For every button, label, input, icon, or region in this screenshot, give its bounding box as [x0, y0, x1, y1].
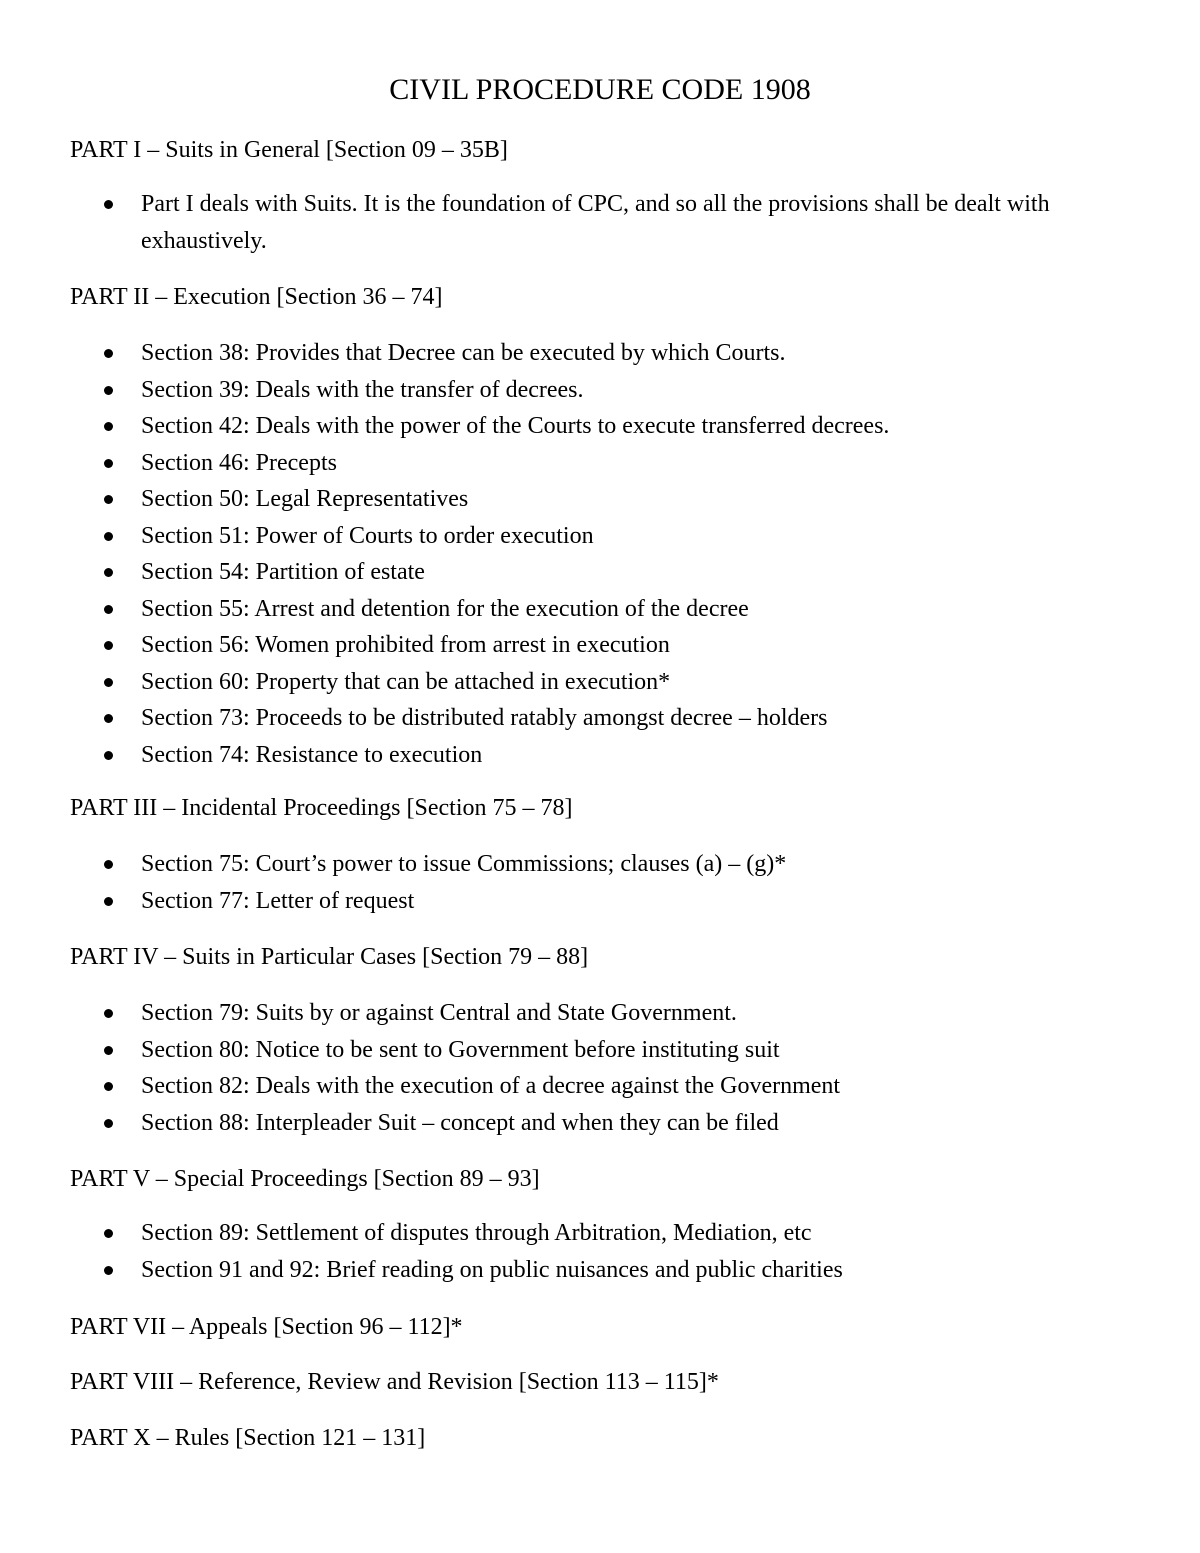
list-item-text: Section 54: Partition of estate — [141, 559, 425, 585]
bullet-icon — [104, 605, 113, 614]
list-item-text: Section 89: Settlement of disputes through Arbitration, Mediation, etc — [141, 1220, 812, 1246]
list-item-text: Section 82: Deals with the execution of a decree against the Government — [141, 1073, 841, 1099]
list-item — [0, 445, 1200, 482]
bullet-icon — [104, 678, 113, 687]
part-4-list — [0, 995, 1200, 1141]
part-heading-5: PART V – Special Proceedings [Section 89 – 93] — [70, 1166, 540, 1192]
list-item-text: Section 74: Resistance to execution — [141, 741, 483, 768]
list-item-text: Section 42: Deals with the power of the Courts to execute transferred decrees. — [141, 413, 890, 439]
list-item-text: Section 39: Deals with the transfer of decrees. — [141, 376, 584, 403]
list-item-text: Section 73: Proceeds to be distributed ratably amongst decree – holders — [141, 705, 828, 731]
list-item — [0, 1032, 1200, 1069]
part-1-list — [0, 186, 1200, 259]
list-item — [0, 995, 1200, 1032]
part-heading-8: PART VIII – Reference, Review and Revision [Section 113 – 115]* — [70, 1369, 719, 1395]
document-title: CIVIL PROCEDURE CODE 1908 — [389, 73, 811, 106]
list-item — [0, 408, 1200, 445]
bullet-icon — [104, 1266, 113, 1275]
bullet-icon — [104, 349, 113, 358]
list-item-text: Section 88: Interpleader Suit – concept and when they can be filed — [141, 1109, 779, 1136]
bullet-icon — [104, 568, 113, 577]
part-5-list — [0, 1215, 1200, 1288]
list-item-text: Section 50: Legal Representatives — [141, 486, 469, 512]
bullet-icon — [104, 422, 113, 431]
list-item-text: Section 55: Arrest and detention for the execution of the decree — [141, 595, 749, 622]
list-item — [0, 1252, 1200, 1289]
list-item — [0, 664, 1200, 701]
list-item-text: Section 46: Precepts — [141, 449, 337, 476]
bullet-icon — [104, 495, 113, 504]
list-item-text: Section 38: Provides that Decree can be executed by which Courts. — [141, 340, 786, 366]
bullet-icon — [104, 532, 113, 541]
list-item-text: Section 56: Women prohibited from arrest in execution — [141, 632, 670, 658]
part-2-list — [0, 335, 1200, 773]
list-item — [0, 1068, 1200, 1105]
part-3-list — [0, 846, 1200, 919]
list-item — [0, 1105, 1200, 1142]
bullet-icon — [104, 386, 113, 395]
part-heading-3: PART III – Incidental Proceedings [Section 75 – 78] — [70, 795, 573, 821]
list-item — [0, 481, 1200, 518]
bullet-icon — [104, 459, 113, 468]
list-item — [0, 591, 1200, 628]
part-heading-4: PART IV – Suits in Particular Cases [Section 79 – 88] — [70, 944, 589, 970]
part-heading-1: PART I – Suits in General [Section 09 – 35B] — [70, 137, 508, 163]
list-item-text: Section 60: Property that can be attached in execution* — [141, 668, 671, 695]
list-item — [0, 335, 1200, 372]
list-item-text: Section 79: Suits by or against Central and State Government. — [141, 1000, 737, 1026]
list-item — [0, 554, 1200, 591]
part-heading-7: PART VII – Appeals [Section 96 – 112]* — [70, 1314, 463, 1340]
list-item-text: Section 77: Letter of request — [141, 887, 415, 914]
bullet-icon — [104, 1119, 113, 1128]
list-item-text: Section 75: Court’s power to issue Commissions; clauses (a) – (g)* — [141, 851, 787, 877]
list-item — [0, 372, 1200, 409]
bullet-icon — [104, 860, 113, 869]
list-item — [0, 627, 1200, 664]
list-item — [0, 518, 1200, 555]
list-item-text: Section 51: Power of Courts to order execution — [141, 522, 594, 549]
list-item — [0, 846, 1200, 883]
bullet-icon — [104, 1009, 113, 1018]
bullet-icon — [104, 1229, 113, 1238]
part-heading-2: PART II – Execution [Section 36 – 74] — [70, 284, 443, 310]
bullet-icon — [104, 1046, 113, 1055]
list-item-text: Section 91 and 92: Brief reading on public nuisances and public charities — [141, 1256, 843, 1283]
bullet-icon — [104, 1082, 113, 1091]
list-item — [0, 737, 1200, 774]
list-item — [0, 883, 1200, 920]
list-item-text: Part I deals with Suits. It is the foundation of CPC, and so all the provisions shall be dealt with exhaustively. — [141, 191, 1050, 254]
bullet-icon — [104, 751, 113, 760]
bullet-icon — [104, 714, 113, 723]
bullet-icon — [104, 641, 113, 650]
list-item-text: Section 80: Notice to be sent to Government before instituting suit — [141, 1036, 780, 1063]
list-item — [0, 1215, 1200, 1252]
part-heading-10: PART X – Rules [Section 121 – 131] — [70, 1425, 426, 1451]
bullet-icon — [104, 200, 113, 209]
list-item — [0, 186, 1200, 259]
list-item — [0, 700, 1200, 737]
bullet-icon — [104, 897, 113, 906]
